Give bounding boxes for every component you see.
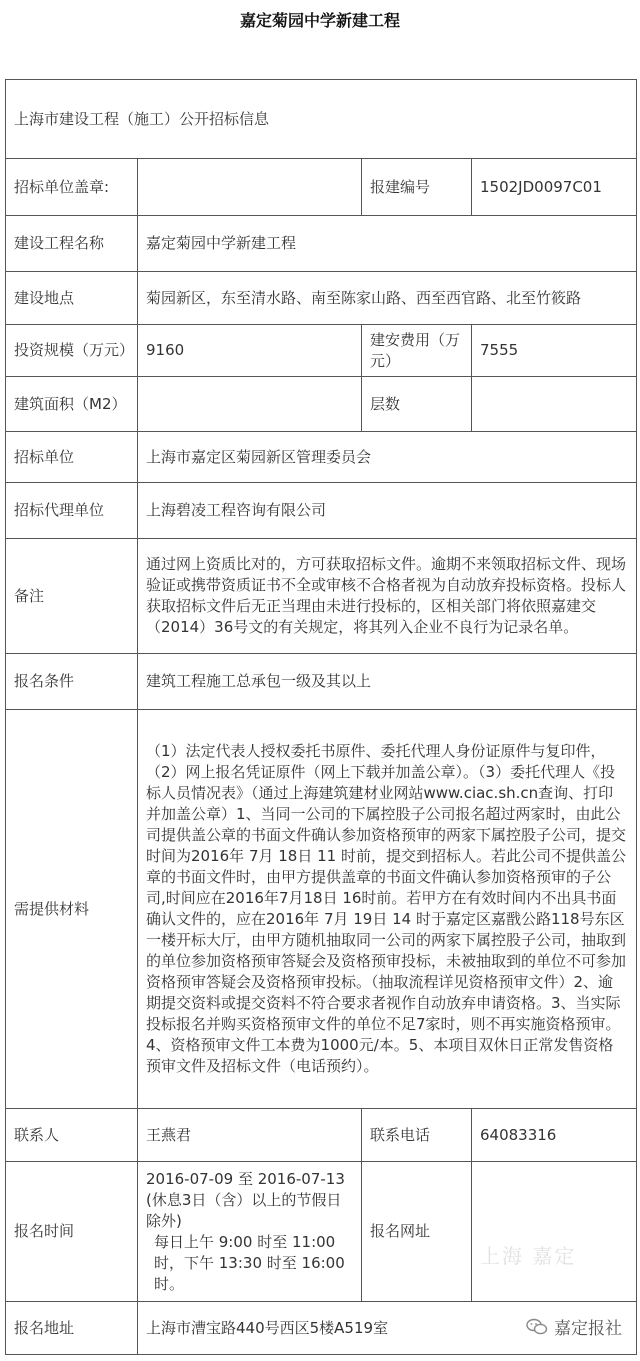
project-name-label: 建设工程名称 [6,216,138,272]
condition-label: 报名条件 [6,654,138,710]
table-row [6,80,637,159]
reg-address-value: 上海市漕宝路440号西区5楼A519室 [138,1302,637,1355]
table-row [6,325,637,377]
agent-value: 上海碧凌工程咨询有限公司 [138,483,637,539]
page-title: 嘉定菊园中学新建工程 [239,11,400,30]
reg-time-value [138,1162,362,1302]
table-row [6,432,637,483]
location-value: 菊园新区，东至清水路、南至陈家山路、西至西官路、北至竹筱路 [138,272,637,325]
reg-time-range: 2016-07-09 至 2016-07-13 (休息3日（含）以上的节假日除外) [146,1169,345,1230]
construction-cost-value: 7555 [472,325,637,377]
location-label: 建设地点 [6,272,138,325]
table-row [6,1109,637,1162]
agent-label: 招标代理单位 [6,483,138,539]
remark-label: 备注 [6,539,138,654]
contact-value: 王燕君 [138,1109,362,1162]
permit-no-value: 1502JD0097C01 [472,159,637,216]
investment-value: 9160 [138,325,362,377]
area-label: 建筑面积（M2） [6,377,138,432]
table-row [6,272,637,325]
reg-url-label: 报名网址 [362,1162,472,1302]
table-row [6,539,637,654]
wechat-icon [526,1318,548,1336]
tenderer-label: 招标单位 [6,432,138,483]
materials-label: 需提供材料 [6,710,138,1109]
reg-time-hours: 每日上午 9:00 时至 11:00 时，下午 13:30 时至 16:00 时。 [154,1232,345,1293]
brand-name: 嘉定报社 [554,1319,622,1339]
phone-label: 联系电话 [362,1109,472,1162]
reg-url-value [472,1162,637,1302]
project-name-value: 嘉定菊园中学新建工程 [138,216,637,272]
watermark: 上海 嘉定 [480,1244,577,1268]
table-row [6,1162,637,1302]
reg-address-label: 报名地址 [6,1302,138,1355]
permit-no-label: 报建编号 [362,159,472,216]
info-table [5,79,637,1355]
contact-label: 联系人 [6,1109,138,1162]
tenderer-value: 上海市嘉定区菊园新区管理委员会 [138,432,637,483]
brand-badge [526,1314,622,1339]
condition-value: 建筑工程施工总承包一级及其以上 [138,654,637,710]
phone-value: 64083316 [472,1109,637,1162]
seal-value [138,159,362,216]
materials-value: （1）法定代表人授权委托书原件、委托代理人身份证原件与复印件，（2）网上报名凭证原件（网上下载并加盖公章）。（3）委托代理人《投标人员情况表》（通过上海建筑建材业网站www.ciac.sh.cn查询、打印并加盖公章）1、当同一公司的下属控股子公司报名超过两家时，由此公司提供盖公章的书面文件确认参加资格预审的两家下属控股子公司，提交时间为2016年 7月 18日 11 时前，提交到招标人。若此公司不提供盖公章的书面文件时，由甲方提供盖章的书面文件确认参加资格预审的子公司,时间应在2016年7月18日 16时前。若甲方在有效时间内不出具书面确认文件的，应在2016年 7月 19日 14 时于嘉定区嘉戬公路118号东区一楼开标大厅，由甲方随机抽取同一公司的两家下属控股子公司，抽取到的单位参加资格预审答疑会及资格预审投标，未被抽取到的单位不可参加资格预审答疑会及资格预审投标。（抽取流程详见资格预审文件）2、逾期提交资料或提交资料不符合要求者视作自动放弃申请资格。3、当实际投标报名并购买资格预审文件的单位不足7家时，则不再实施资格预审。4、资格预审文件工本费为1000元/本。5、本项目双休日正常发售资格预审文件及招标文件（电话预约）。 [138,710,637,1109]
table-row [6,483,637,539]
table-row [6,216,637,272]
floors-value [472,377,637,432]
floors-label: 层数 [362,377,472,432]
table-row [6,654,637,710]
construction-cost-label: 建安费用（万元） [362,325,472,377]
remark-value: 通过网上资质比对的，方可获取招标文件。逾期不来领取招标文件、现场验证或携带资质证书不全或审核不合格者视为自动放弃投标资格。投标人获取招标文件后无正当理由未进行投标的，区相关部门将依照嘉建交（2014）36号文的有关规定，将其列入企业不良行为记录名单。 [138,539,637,654]
table-header: 上海市建设工程（施工）公开招标信息 [6,80,637,159]
investment-label: 投资规模（万元） [6,325,138,377]
table-row [6,377,637,432]
table-row [6,710,637,1109]
reg-time-label: 报名时间 [6,1162,138,1302]
seal-label: 招标单位盖章: [6,159,138,216]
area-value [138,377,362,432]
table-row [6,159,637,216]
